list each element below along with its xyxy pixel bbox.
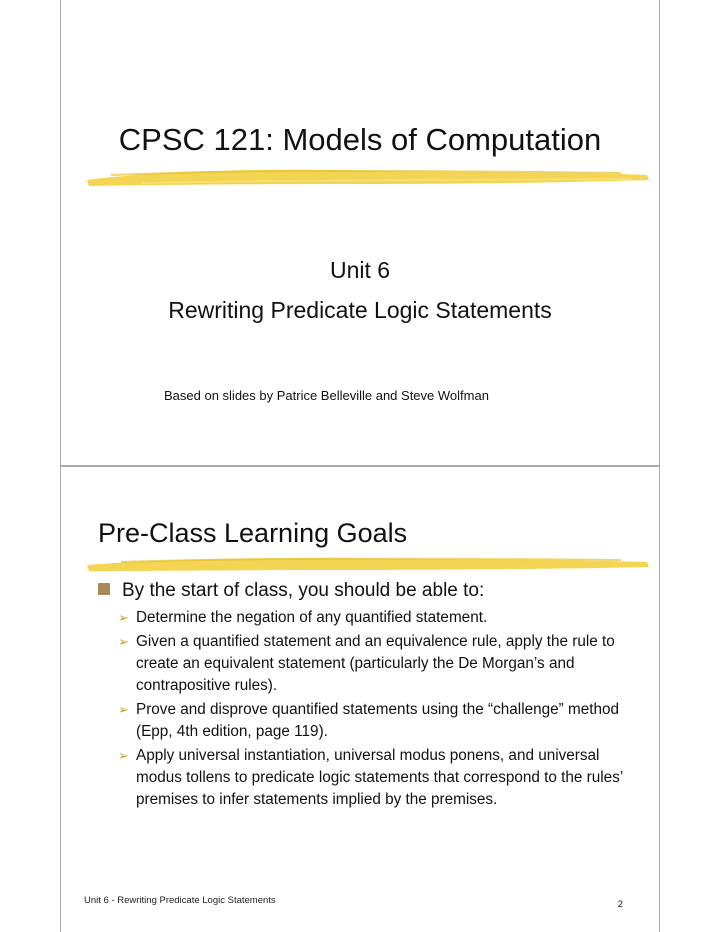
brush-stroke-underline xyxy=(81,551,653,577)
square-bullet-icon xyxy=(98,583,110,595)
arrow-bullet-icon: ➢ xyxy=(118,702,129,717)
intro-bullet xyxy=(98,580,484,602)
page-number: 2 xyxy=(617,899,623,910)
brush-stroke-underline xyxy=(81,162,653,192)
list-item: ➢ Prove and disprove quantified statements using the “challenge” method (Epp, 4th edition, page 119). xyxy=(118,701,619,740)
arrow-bullet-icon: ➢ xyxy=(118,610,129,625)
slide-subtitle: Rewriting Predicate Logic Statements xyxy=(168,297,552,323)
slide-footer: Unit 6 - Rewriting Predicate Logic Statements xyxy=(84,895,276,906)
list-item: ➢ Determine the negation of any quantified statement. xyxy=(118,607,648,629)
title-slide xyxy=(60,0,660,466)
list-item: ➢ Given a quantified statement and an equivalence rule, apply the rule to create an equivalent statement (particularly the De Morgan’s and contrapositive rules). xyxy=(118,633,615,694)
list-item: ➢ Apply universal instantiation, universal modus ponens, and universal modus tollens to predicate logic statements that correspond to the rules’ premises to infer statements implied by the premises. xyxy=(118,747,623,808)
slide-title: CPSC 121: Models of Computation xyxy=(118,122,602,157)
learning-goals-slide xyxy=(60,466,660,932)
slide-title: Pre-Class Learning Goals xyxy=(98,518,408,548)
arrow-bullet-icon: ➢ xyxy=(118,634,129,649)
arrow-bullet-icon: ➢ xyxy=(118,748,129,763)
goals-list xyxy=(118,607,648,813)
intro-text: By the start of class, you should be able to: xyxy=(122,580,485,601)
credit-text: Based on slides by Patrice Belleville and Steve Wolfman xyxy=(164,388,489,403)
unit-label: Unit 6 xyxy=(329,257,391,283)
